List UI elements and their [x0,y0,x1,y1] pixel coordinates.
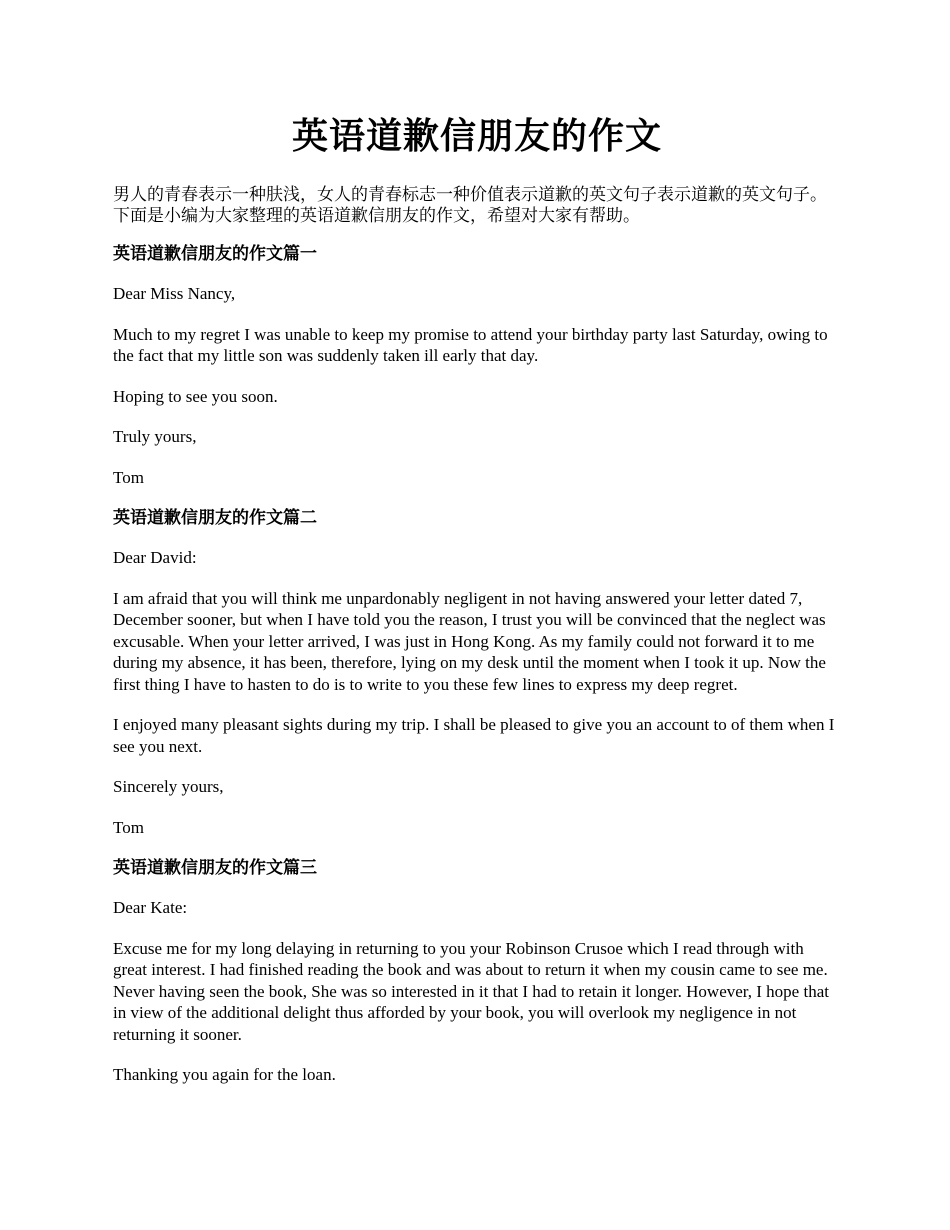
body-paragraph: Much to my regret I was unable to keep my promise to attend your birthday party last Saturday, owing to the fact that my little son was suddenly taken ill early that day. [113,324,828,365]
body-paragraph: I am afraid that you will think me unpardonably negligent in not having answered your letter dated 7, December sooner, but when I have told you the reason, I trust you will be convinced that the neglect was excusable. When your letter arrived, I was just in Hong Kong. As my family could not forward it to me during my absence, it has been, therefore, lying on my desk until the moment when I took it up. Now the first thing I have to hasten to do is to write to you these few lines to express my deep regret. [113,588,826,694]
document-title: 英语道歉信朋友的作文 [291,116,662,156]
body-paragraph: Thanking you again for the loan. [113,1065,336,1084]
section-1 [113,243,841,488]
body-paragraph: Hoping to see you soon. [113,386,278,406]
salutation: Dear Miss Nancy, [113,284,236,303]
salutation: Dear Kate: [113,898,188,917]
body-paragraph: I enjoyed many pleasant sights during my trip. I shall be pleased to give you an account to of them when I see you next. [113,715,835,756]
section-heading: 英语道歉信朋友的作文篇二 [113,508,317,527]
closing: Sincerely yours, [113,777,224,796]
section-heading: 英语道歉信朋友的作文篇一 [113,244,317,263]
signature: Tom [113,817,144,837]
intro-paragraph: 男人的青春表示一种肤浅，女人的青春标志一种价值表示道歉的英文句子表示道歉的英文句子。下面是小编为大家整理的英语道歉信朋友的作文，希望对大家有帮助。 [113,185,827,225]
document-page [113,112,841,1105]
section-3 [113,857,841,1086]
closing: Truly yours, [113,427,197,446]
body-paragraph: Excuse me for my long delaying in returning to you your Robinson Crusoe which I read through with great interest. I had finished reading the book and was about to return it when my cousin came to see me. Never having seen the book, She was so interested in it that I had to retain it longer. However, I hope that in view of the additional delight thus afforded by your book, you will overlook my negligence in not returning it sooner. [113,938,829,1044]
section-heading: 英语道歉信朋友的作文篇三 [113,858,317,877]
signature: Tom [113,467,144,487]
salutation: Dear David: [113,548,197,567]
section-2 [113,507,841,838]
